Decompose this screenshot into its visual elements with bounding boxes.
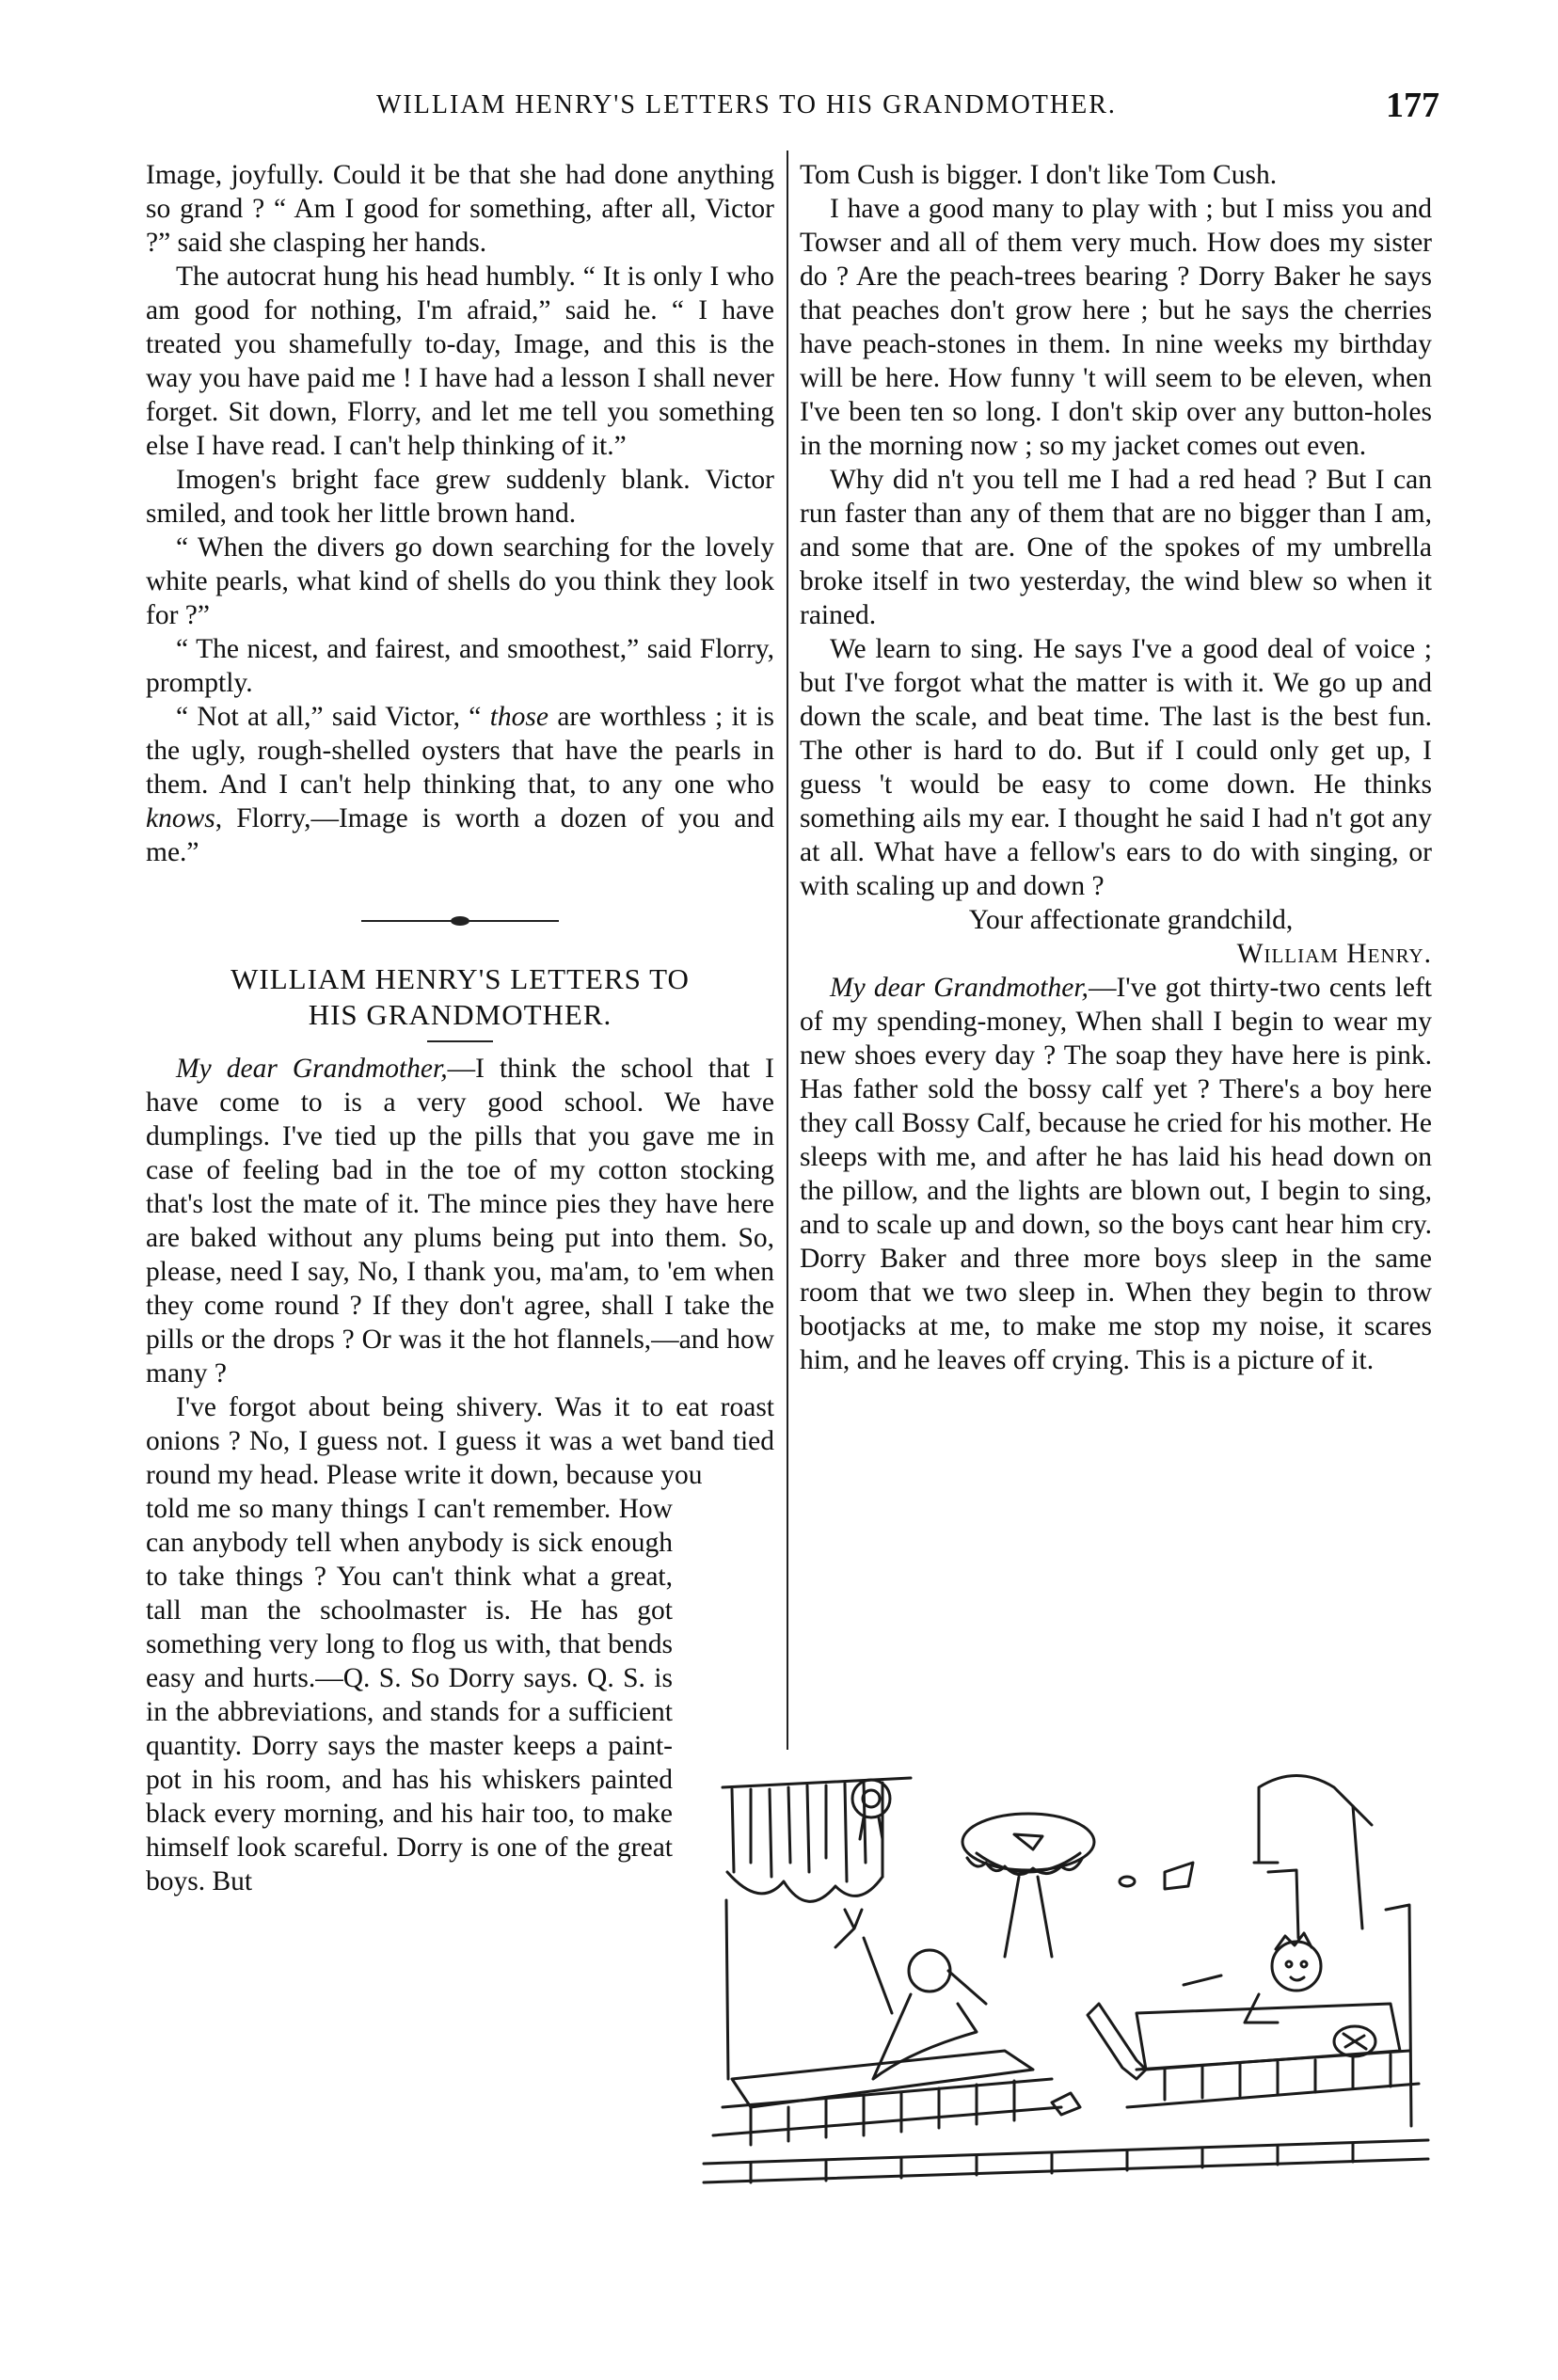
dormitory-sketch-illustration <box>694 1769 1438 2258</box>
page-number: 177 <box>1386 86 1439 125</box>
letter-paragraph <box>146 1052 774 1390</box>
signature: William Henry. <box>1236 939 1432 969</box>
text-run: “ Not at all,” said Victor, “ <box>176 702 490 732</box>
letter-text: —I've got thirty-two cents left of my spending-money, When shall I begin to wear my new shoes every day ? The soap they have here is pink. Has father sold the bossy calf yet ? There's a boy here they call Bossy Calf, because he cried for his mother. He sleeps with me, and after he has laid his head down on the pillow, and the lights are blown out, I begin to sing, and to scale up and down, so the boys cant hear him cry. Dorry Baker and three more boys sleep in the same room that we two sleep in. When they begin to throw bootjacks at me, to make me stop my noise, it scares him, and he leaves off crying. This is a picture of it. <box>800 973 1432 1375</box>
story-paragraph-last <box>146 700 774 869</box>
letter-paragraph <box>800 971 1432 1377</box>
salutation: My dear Grandmother, <box>176 1054 448 1084</box>
hanging-lamp-sketch <box>962 1814 1094 1957</box>
letter-paragraph: Why did n't you tell me I had a red head ? But I can run faster than any of them that are no bigger than I am, and some that are. One of the spokes of my umbrella broke itself in two yesterday, the wind blew so when it rained. <box>800 465 1432 630</box>
doorway-sketch <box>1254 1776 1372 1939</box>
story-paragraph: The autocrat hung his head humbly. “ It is only I who am good for nothing, I'm afraid,” said he. “ I have treated you shamefully to-day, Image, and this is the way you have paid me ! I have had a lesson I shall never forget. Sit down, Florry, and let me tell you something else I have read. I can't help thinking of it.” <box>146 262 774 461</box>
emphasis: knows <box>146 803 215 833</box>
text-run: , Florry,—Image is worth a dozen of you and me.” <box>146 803 774 867</box>
letter-paragraph: I've forgot about being shivery. Was it to eat roast onions ? No, I guess not. I guess it was a wet band tied round my head. Please write it down, because you <box>146 1392 774 1490</box>
left-bed-sketch <box>713 2051 1061 2145</box>
closing: Your affectionate grandchild, <box>968 905 1294 935</box>
boy-in-bed-sketch <box>1245 1933 1375 2056</box>
salutation: My dear Grandmother, <box>830 973 1089 1003</box>
text-run: are worthless ; it is the ugly, rough-shelled oysters that have the pearls in them. And I can't help thinking that, to any one who <box>146 702 774 800</box>
section-ornament <box>361 916 559 926</box>
bootjack-sketch <box>1052 1863 1221 2115</box>
emphasis: those <box>489 702 549 732</box>
story-paragraph: Imogen's bright face grew suddenly blank. Victor smiled, and took her little brown hand. <box>146 465 774 529</box>
letter-paragraph: Tom Cush is bigger. I don't like Tom Cush. <box>800 160 1278 190</box>
medallion-sketch <box>852 1780 890 1839</box>
boy-standing-sketch <box>835 1910 986 2079</box>
title-rule <box>427 1040 493 1042</box>
running-head <box>141 85 1439 132</box>
running-head-title: WILLIAM HENRY'S LETTERS TO HIS GRANDMOTHER. <box>376 90 1117 119</box>
right-bed-sketch <box>1127 1905 1419 2126</box>
story-paragraph: “ When the divers go down searching for the lovely white pearls, what kind of shells do you think they look for ?” <box>146 532 774 630</box>
letter-paragraph: We learn to sing. He says I've a good deal of voice ; but I've forgot what the matter is with it. We go up and down the scale, and beat time. The last is the best fun. The other is hard to do. But if I could only get up, I guess 't would be easy to come down. He thinks something ails my ear. I thought he said I had n't got any at all. What have a fellow's ears to do with singing, or with scaling up and down ? <box>800 634 1432 901</box>
article-title-line: WILLIAM HENRY'S LETTERS TO <box>231 962 690 995</box>
article-title-line: HIS GRANDMOTHER. <box>308 998 612 1031</box>
column-rule <box>787 151 788 1750</box>
story-paragraph: “ The nicest, and fairest, and smoothest,” said Florry, promptly. <box>146 634 774 698</box>
window-sketch <box>723 1778 911 2079</box>
floor-sketch <box>704 2140 1428 2182</box>
story-paragraph: Image, joyfully. Could it be that she had done anything so grand ? “ Am I good for something, after all, Victor ?” said she clasping her hands. <box>146 160 774 258</box>
right-column <box>800 158 1432 1377</box>
article-title <box>146 961 774 1033</box>
letter-paragraph: I have a good many to play with ; but I miss you and Towser and all of them very much. How does my sister do ? Are the peach-trees bearing ? Dorry Baker he says that peaches don't grow here ; but he says the cherries have peach-stones in them. In nine weeks my birthday will be here. How funny 't will seem to be eleven, when I've been ten so long. I don't skip over any button-holes in the morning now ; so my jacket comes out even. <box>800 194 1432 461</box>
letter-text: —I think the school that I have come to is a very good school. We have dumplings. I've tied up the pills that you gave me in case of feeling bad in the toe of my cotton stocking that's lost the mate of it. The mince pies they have here are baked without any plums being put into them. So, please, need I say, No, I thank you, ma'am, to 'em when they come round ? If they don't agree, shall I take the pills or the drops ? Or was it the hot flannels,—and how many ? <box>146 1054 774 1388</box>
left-column <box>146 158 774 1898</box>
letter-paragraph-narrow: told me so many things I can't remember. How can anybody tell when anybody is sick enough to take things ? You can't think what a great, tall man the schoolmaster is. He has got something very long to flog us with, that bends easy and hurts.—Q. S. So Dorry says. Q. S. is in the abbreviations, and stands for a sufficient quantity. Dorry says the master keeps a paint-pot in his room, and has his whiskers painted black every morning, and his hair too, to make himself look scareful. Dorry is one of the great boys. But <box>146 1494 673 1896</box>
